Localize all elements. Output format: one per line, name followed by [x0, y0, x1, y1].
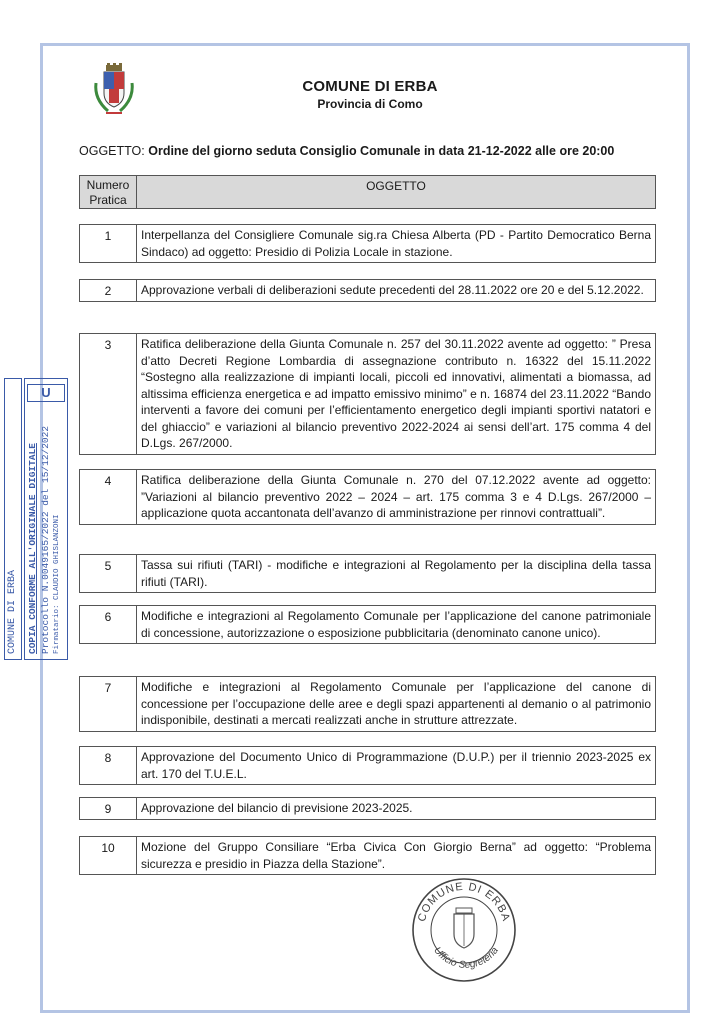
row-text: Approvazione del Documento Unico di Programmazione (D.U.P.) per il triennio 2023-2025 ex art. 170 del T.U.E.L. [141, 750, 651, 781]
stamp-letter: U [27, 384, 65, 402]
row-text: Tassa sui rifiuti (TARI) - modifiche e integrazioni al Regolamento per la disciplina della tassa rifiuti (TARI). [141, 558, 651, 589]
stamp-copy-line: COPIA CONFORME ALL'ORIGINALE DIGITALE [27, 443, 38, 654]
table-row [79, 797, 656, 820]
row-number: 1 [80, 225, 137, 262]
subject-label: OGGETTO: [79, 144, 145, 158]
table-row [79, 605, 656, 644]
row-text: Mozione del Gruppo Consiliare “Erba Civica Con Giorgio Berna” ad oggetto: “Problema sicurezza e presidio in Piazza della Stazione”. [141, 840, 651, 871]
table-row [79, 746, 656, 785]
row-number: 5 [80, 555, 137, 592]
stamp-municipality: COMUNE DI ERBA [7, 569, 18, 654]
province-subtitle: Provincia di Como [317, 97, 423, 111]
row-text: Ratifica deliberazione della Giunta Comunale n. 270 del 07.12.2022 avente ad oggetto: ”Variazioni al bilancio preventivo 2022 – 2024 – art. 175 comma 3 e 4 D.Lgs. 267/2000 – applicazione quota accantonata dell’avanzo di amministrazione per rinnovi contrattuali”. [141, 473, 651, 520]
row-number: 4 [80, 470, 137, 524]
row-text: Approvazione verbali di deliberazioni sedute precedenti del 28.11.2022 ore 20 e del 5.12.2022. [141, 283, 644, 297]
row-number: 7 [80, 677, 137, 731]
row-text: Modifiche e integrazioni al Regolamento Comunale per l’applicazione del canone di concessione per l’occupazione delle aree e degli spazi appartenenti al demanio o al patrimonio indisponibile, destinati a mercati realizzati anche in strutture attrezzate. [141, 680, 651, 727]
stamp-signer-line: Firmatario: CLAUDIO GHISLANZONI [53, 514, 61, 654]
table-row [79, 469, 656, 525]
svg-text:Ufficio Segreteria [431, 945, 501, 971]
subject-text: Ordine del giorno seduta Consiglio Comunale in data 21-12-2022 alle ore 20:00 [148, 144, 615, 158]
seal-text-top: COMUNE DI ERBA [415, 880, 513, 924]
municipality-title: COMUNE DI ERBA [302, 78, 438, 95]
row-number: 6 [80, 606, 137, 643]
row-text: Modifiche e integrazioni al Regolamento Comunale per l’applicazione del canone patrimoniale di concessione, autorizzazione o esposizione pubblicitaria (denominato canone unico). [141, 609, 651, 640]
row-number: 3 [80, 334, 137, 454]
column-header-subject: OGGETTO [366, 179, 426, 193]
office-seal-stamp [410, 876, 518, 984]
coat-of-arms-icon [90, 63, 138, 119]
row-number: 10 [80, 837, 137, 874]
subject-line [79, 144, 614, 158]
digital-copy-stamp [4, 378, 72, 660]
row-number: 2 [80, 280, 137, 301]
table-header [79, 175, 656, 209]
row-number: 8 [80, 747, 137, 784]
document-header [150, 78, 590, 111]
row-text: Ratifica deliberazione della Giunta Comunale n. 257 del 30.11.2022 avente ad oggetto: ” Presa d’atto Decreti Regione Lombardia di assegnazione contributo n. 16322 del 15.11.2022 “Sostegno alla realizzazione di impianti locali, piccoli ed innovativi, alimentati a biomassa, ad altissima efficienza energetica e ad impatto emissivo minimo” e n. 16874 del 23.11.2022 “Bando interventi a favore dei comuni per l’efficientamento energetico degli impianti sportivi natatori e del ghiaccio” e variazioni al bilancio preventivo 2022-2024 ai sensi dell’art. 175 comma 4 del D.Lgs. 267/2000. [141, 337, 651, 450]
table-row [79, 333, 656, 455]
table-row [79, 224, 656, 263]
row-text: Approvazione del bilancio di previsione 2023-2025. [141, 801, 413, 815]
seal-text-bottom: Ufficio Segreteria [431, 945, 501, 971]
row-number: 9 [80, 798, 137, 819]
table-row [79, 554, 656, 593]
table-row [79, 836, 656, 875]
column-header-number: Numero Pratica [80, 176, 137, 208]
row-text: Interpellanza del Consigliere Comunale sig.ra Chiesa Alberta (PD - Partito Democratico Berna Sindaco) ad oggetto: Presidio di Polizia Locale in stazione. [141, 228, 651, 259]
stamp-protocol-line: Protocollo N.0049165/2022 del 15/12/2022 [40, 425, 51, 654]
table-row [79, 279, 656, 302]
table-row [79, 676, 656, 732]
